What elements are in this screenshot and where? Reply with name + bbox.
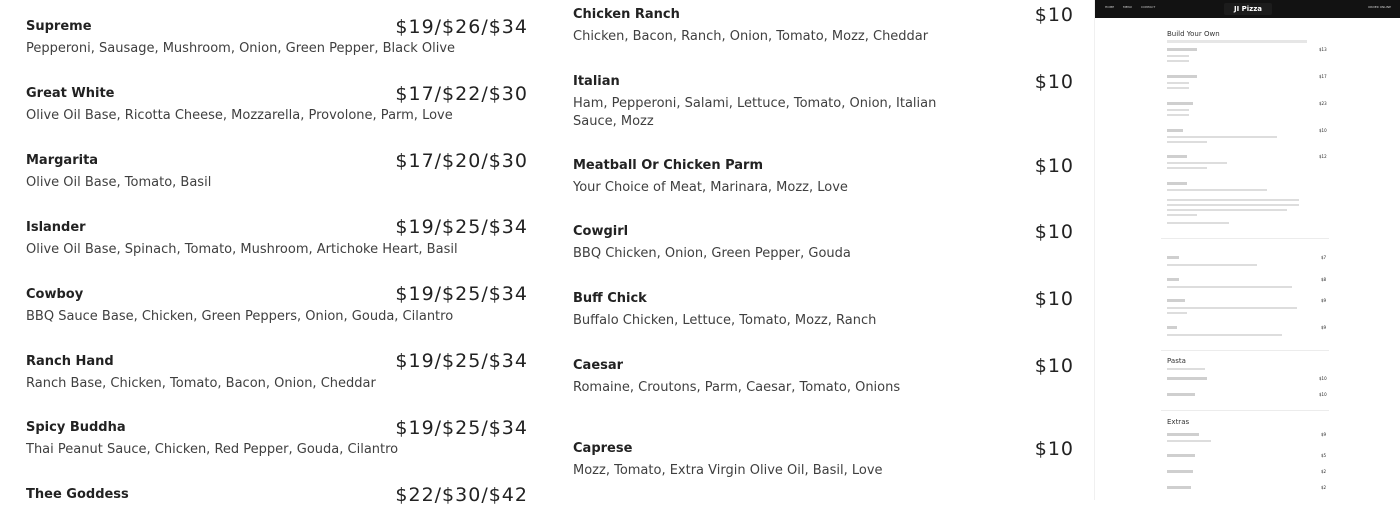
preview-price: $17 — [1319, 74, 1327, 79]
item-description: Olive Oil Base, Spinach, Tomato, Mushroom, Artichoke Heart, Basil — [26, 242, 458, 257]
preview-text-line — [1167, 114, 1189, 116]
preview-text-line — [1167, 470, 1193, 473]
preview-text-line — [1167, 141, 1207, 143]
preview-text-line — [1167, 286, 1292, 288]
preview-text-line — [1167, 60, 1189, 62]
item-description: Mozz, Tomato, Extra Virgin Olive Oil, Basil, Love — [573, 463, 883, 478]
item-name: Cowgirl — [573, 224, 629, 239]
preview-text-line — [1167, 136, 1277, 138]
preview-text-line — [1167, 189, 1267, 191]
item-name: Caesar — [573, 358, 624, 373]
preview-text-line — [1167, 326, 1177, 329]
preview-logo: JI Pizza — [1224, 3, 1272, 15]
preview-text-line — [1167, 312, 1187, 314]
preview-price: $9 — [1321, 325, 1327, 330]
item-price: $19/$25/$34 — [395, 350, 528, 372]
preview-text-line — [1167, 368, 1205, 370]
item-description: Olive Oil Base, Ricotta Cheese, Mozzarella, Provolone, Parm, Love — [26, 108, 453, 123]
page-preview-thumbnail — [1094, 0, 1400, 500]
preview-price: $10 — [1319, 376, 1327, 381]
item-name: Chicken Ranch — [573, 7, 680, 22]
item-price: $19/$25/$34 — [395, 216, 528, 238]
preview-text-line — [1167, 299, 1185, 302]
item-price: $10 — [1034, 355, 1074, 377]
item-price: $17/$22/$30 — [395, 83, 528, 105]
item-price: $10 — [1034, 221, 1074, 243]
preview-text-line — [1167, 377, 1207, 380]
preview-text-line — [1167, 264, 1257, 266]
preview-text-line — [1167, 40, 1307, 43]
item-price: $10 — [1034, 288, 1074, 310]
preview-price: $2 — [1321, 485, 1327, 490]
item-name: Margarita — [26, 153, 99, 168]
preview-price: $10 — [1319, 128, 1327, 133]
item-name: Cowboy — [26, 287, 84, 302]
preview-text-line — [1167, 278, 1179, 281]
item-price: $22/$30/$42 — [395, 484, 528, 506]
item-description: Ranch Base, Chicken, Tomato, Bacon, Onion, Cheddar — [26, 376, 376, 391]
item-name: Meatball Or Chicken Parm — [573, 158, 764, 173]
preview-text-line — [1167, 82, 1189, 84]
preview-section-title: Extras — [1167, 418, 1190, 426]
item-name: Caprese — [573, 441, 633, 456]
preview-nav-order: ORDER ONLINE — [1368, 5, 1391, 9]
item-description: Thai Peanut Sauce, Chicken, Red Pepper, Gouda, Cilantro — [26, 442, 399, 457]
preview-text-line — [1167, 48, 1197, 51]
item-description: Olive Oil Base, Tomato, Basil — [26, 175, 212, 190]
preview-divider — [1161, 410, 1329, 411]
preview-price: $8 — [1321, 277, 1327, 282]
preview-text-line — [1167, 102, 1193, 105]
preview-text-line — [1167, 162, 1227, 164]
item-description: Pepperoni, Sausage, Mushroom, Onion, Green Pepper, Black Olive — [26, 41, 456, 56]
preview-price: $7 — [1321, 255, 1327, 260]
preview-price: $9 — [1321, 298, 1327, 303]
item-price: $10 — [1034, 71, 1074, 93]
item-price: $10 — [1034, 438, 1074, 460]
preview-text-line — [1167, 222, 1229, 224]
item-description: Romaine, Croutons, Parm, Caesar, Tomato, Onions — [573, 380, 901, 395]
item-description: BBQ Chicken, Onion, Green Pepper, Gouda — [573, 246, 851, 261]
preview-text-line — [1167, 109, 1189, 111]
preview-text-line — [1167, 129, 1183, 132]
preview-text-line — [1167, 199, 1299, 201]
item-description: Ham, Pepperoni, Salami, Lettuce, Tomato, Onion, Italian Sauce, Mozz — [573, 96, 937, 129]
item-price: $17/$20/$30 — [395, 150, 528, 172]
item-price: $19/$25/$34 — [395, 417, 528, 439]
preview-nav-home: HOME — [1105, 5, 1115, 9]
item-price: $10 — [1034, 155, 1074, 177]
preview-price: $10 — [1319, 392, 1327, 397]
preview-text-line — [1167, 167, 1207, 169]
preview-text-line — [1167, 55, 1189, 57]
preview-text-line — [1167, 182, 1187, 185]
item-price: $19/$26/$34 — [395, 16, 528, 38]
item-description: Your Choice of Meat, Marinara, Mozz, Love — [573, 180, 848, 195]
preview-divider — [1161, 238, 1329, 239]
item-name: Islander — [26, 220, 86, 235]
preview-price: $2 — [1321, 469, 1327, 474]
item-name: Supreme — [26, 19, 92, 34]
preview-text-line — [1167, 393, 1195, 396]
preview-text-line — [1167, 155, 1187, 158]
item-name: Italian — [573, 74, 620, 89]
preview-nav-menu: MENU — [1123, 5, 1132, 9]
preview-text-line — [1167, 486, 1191, 489]
preview-text-line — [1167, 440, 1211, 442]
item-price: $10 — [1034, 4, 1074, 26]
preview-text-line — [1167, 209, 1287, 211]
preview-divider — [1161, 350, 1329, 351]
preview-text-line — [1167, 75, 1197, 78]
preview-price: $23 — [1319, 101, 1327, 106]
preview-text-line — [1167, 204, 1299, 206]
preview-text-line — [1167, 307, 1297, 309]
item-name: Buff Chick — [573, 291, 647, 306]
item-name: Great White — [26, 86, 115, 101]
preview-price: $13 — [1319, 47, 1327, 52]
preview-section-title: Build Your Own — [1167, 30, 1220, 38]
item-name: Spicy Buddha — [26, 420, 126, 435]
preview-text-line — [1167, 454, 1195, 457]
preview-text-line — [1167, 256, 1179, 259]
item-name: Ranch Hand — [26, 354, 114, 369]
preview-text-line — [1167, 87, 1189, 89]
preview-text-line — [1167, 433, 1199, 436]
preview-section-title: Pasta — [1167, 357, 1186, 365]
item-price: $19/$25/$34 — [395, 283, 528, 305]
preview-price: $5 — [1321, 453, 1327, 458]
preview-nav-contact: CONTACT — [1141, 5, 1156, 9]
item-name: Thee Goddess — [26, 487, 129, 502]
item-description: Buffalo Chicken, Lettuce, Tomato, Mozz, Ranch — [573, 313, 877, 328]
item-description: BBQ Sauce Base, Chicken, Green Peppers, Onion, Gouda, Cilantro — [26, 309, 454, 324]
preview-price: $9 — [1321, 432, 1327, 437]
preview-price: $12 — [1319, 154, 1327, 159]
preview-text-line — [1167, 334, 1282, 336]
item-description: Chicken, Bacon, Ranch, Onion, Tomato, Mozz, Cheddar — [573, 29, 929, 44]
preview-navbar — [1095, 0, 1400, 18]
preview-text-line — [1167, 214, 1197, 216]
